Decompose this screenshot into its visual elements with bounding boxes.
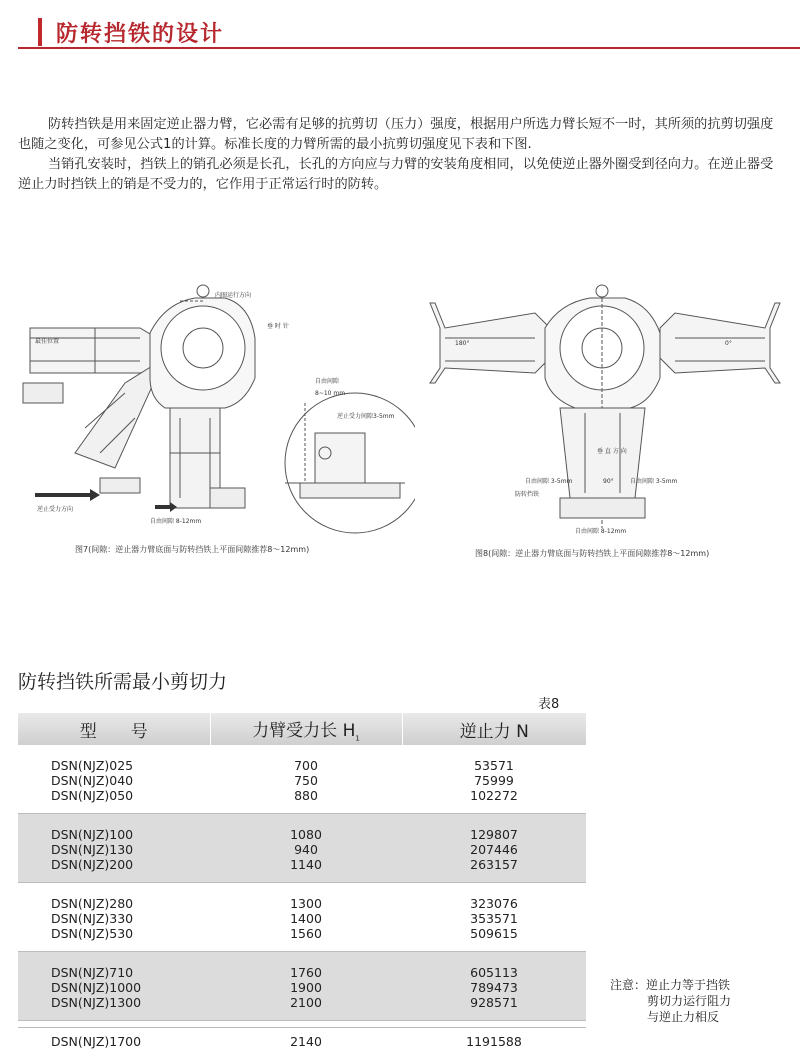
fig7-label-free-gap-top: 自由间隙 xyxy=(315,378,340,385)
cell-length xyxy=(210,745,402,813)
fig8-label-gap-left: 自由间隙 3-5mm xyxy=(525,478,573,485)
page-title: 防转挡铁的设计 xyxy=(56,22,225,47)
cell-model xyxy=(18,745,210,813)
length-value: 1560 xyxy=(290,926,322,941)
force-value: 75999 xyxy=(474,773,514,788)
cell-model xyxy=(18,814,210,882)
length-value: 750 xyxy=(294,773,318,788)
force-value: 263157 xyxy=(470,857,518,872)
model-value: DSN(NJZ)100 xyxy=(51,827,134,842)
fig8-label-pin: 防转挡铁 xyxy=(515,491,540,498)
force-value: 102272 xyxy=(470,788,518,803)
force-value: 789473 xyxy=(470,980,518,995)
table-row-group xyxy=(18,952,586,1020)
model-value: DSN(NJZ)330 xyxy=(51,911,134,926)
length-value: 1900 xyxy=(290,980,322,995)
intro-paragraph-2: 当销孔安装时，挡铁上的销孔必须是长孔，长孔的方向应与力臂的安装角度相同，以免使逆止器外圈受到径向力。在逆止器受逆止力时挡铁上的销是不受力的，它作用于正常运行时的防转。 xyxy=(18,157,774,192)
length-value: 1140 xyxy=(290,857,322,872)
model-value: DSN(NJZ)1000 xyxy=(51,980,142,995)
fig8-label-vertical-dir: 垂 直 方 向 xyxy=(597,448,627,455)
table-number: 表8 xyxy=(538,697,560,712)
col-header-force: 逆止力 N xyxy=(402,713,586,745)
cell-force xyxy=(402,814,586,882)
model-value: DSN(NJZ)1700 xyxy=(51,1034,142,1049)
model-value: DSN(NJZ)200 xyxy=(51,857,134,872)
length-value: 1080 xyxy=(290,827,322,842)
fig7-label-inner-ring: 内圈运行方向 xyxy=(215,292,252,299)
col-header-length-sub: 1 xyxy=(355,734,360,743)
length-value: 2140 xyxy=(290,1034,322,1049)
table-row-group xyxy=(18,883,586,951)
length-value: 880 xyxy=(294,788,318,803)
length-value: 940 xyxy=(294,842,318,857)
force-value: 353571 xyxy=(470,911,518,926)
cell-length xyxy=(210,883,402,951)
figure-8-caption: 图8(间隙：逆止器力臂底面与防转挡铁上平面间隙推荐8～12mm) xyxy=(475,549,710,558)
model-value: DSN(NJZ)1300 xyxy=(51,995,142,1010)
note-line-3: 与逆止力相反 xyxy=(647,1010,720,1024)
note-line-2: 剪切力运行阻力 xyxy=(647,994,732,1008)
cell-force xyxy=(402,952,586,1020)
cell-length xyxy=(210,952,402,1020)
force-value: 1191588 xyxy=(466,1034,522,1049)
cell-length xyxy=(210,814,402,882)
fig8-label-0: 0° xyxy=(725,340,732,347)
fig7-label-vertical: 垂 时 针 xyxy=(267,323,289,330)
force-value: 207446 xyxy=(470,842,518,857)
length-value: 700 xyxy=(294,758,318,773)
cell-model xyxy=(18,883,210,951)
col-header-length-text: 力臂受力长 H xyxy=(252,720,356,741)
force-value: 323076 xyxy=(470,896,518,911)
force-value: 53571 xyxy=(474,758,514,773)
fig8-label-180: 180° xyxy=(455,340,470,347)
table-row-group xyxy=(18,745,586,813)
cell-model xyxy=(18,952,210,1020)
model-value: DSN(NJZ)530 xyxy=(51,926,134,941)
fig8-label-gap-bottom: 自由间隙 8-12mm xyxy=(575,528,627,535)
force-value: 509615 xyxy=(470,926,518,941)
fig7-label-arrow: 逆止受力方向 xyxy=(37,506,74,513)
table-header-row xyxy=(18,713,586,745)
fig7-label-stop-force: 逆止受力间隙3-5mm xyxy=(337,413,395,420)
col-header-model: 型 号 xyxy=(18,713,210,745)
length-value: 2100 xyxy=(290,995,322,1010)
fig7-label-position: 最佳位置 xyxy=(35,338,60,345)
col-header-length xyxy=(210,713,402,745)
fig8-label-90: 90° xyxy=(603,478,614,485)
cell-force xyxy=(402,745,586,813)
figure-7-caption: 图7(间隙：逆止器力臂底面与防转挡铁上平面间隙推荐8～12mm) xyxy=(75,545,310,554)
model-value: DSN(NJZ)050 xyxy=(51,788,134,803)
note-line-1: 注意：逆止力等于挡铁 xyxy=(610,978,731,992)
force-value: 129807 xyxy=(470,827,518,842)
fig8-label-gap-right: 自由间隙 3-5mm xyxy=(630,478,678,485)
intro-paragraph-1: 防转挡铁是用来固定逆止器力臂，它必需有足够的抗剪切（压力）强度，根据用户所选力臂长短不一时，其所须的抗剪切强度也随之变化，可参见公式1的计算。标准长度的力臂所需的最小抗剪切强度见下表和下图. xyxy=(18,117,774,152)
model-value: DSN(NJZ)025 xyxy=(51,758,134,773)
title-underline xyxy=(18,47,800,49)
force-value: 928571 xyxy=(470,995,518,1010)
shear-force-table xyxy=(18,713,586,1059)
figure-7-diagram xyxy=(15,283,415,541)
note-box xyxy=(610,977,731,1025)
model-value: DSN(NJZ)130 xyxy=(51,842,134,857)
table-row-group xyxy=(18,814,586,882)
length-value: 1300 xyxy=(290,896,322,911)
length-value: 1400 xyxy=(290,911,322,926)
section-title: 防转挡铁所需最小剪切力 xyxy=(18,671,228,693)
model-value: DSN(NJZ)710 xyxy=(51,965,134,980)
figure-8-diagram xyxy=(425,283,785,541)
model-value: DSN(NJZ)040 xyxy=(51,773,134,788)
table-bottom-rule xyxy=(18,1027,586,1028)
force-value: 605113 xyxy=(470,965,518,980)
fig7-label-free-gap-bottom: 自由间隙 8-12mm xyxy=(150,518,202,525)
cell-force xyxy=(402,883,586,951)
fig7-label-gap-8-10: 8~10 mm xyxy=(315,390,346,397)
length-value: 1760 xyxy=(290,965,322,980)
title-accent-mark xyxy=(38,18,42,46)
model-value: DSN(NJZ)280 xyxy=(51,896,134,911)
